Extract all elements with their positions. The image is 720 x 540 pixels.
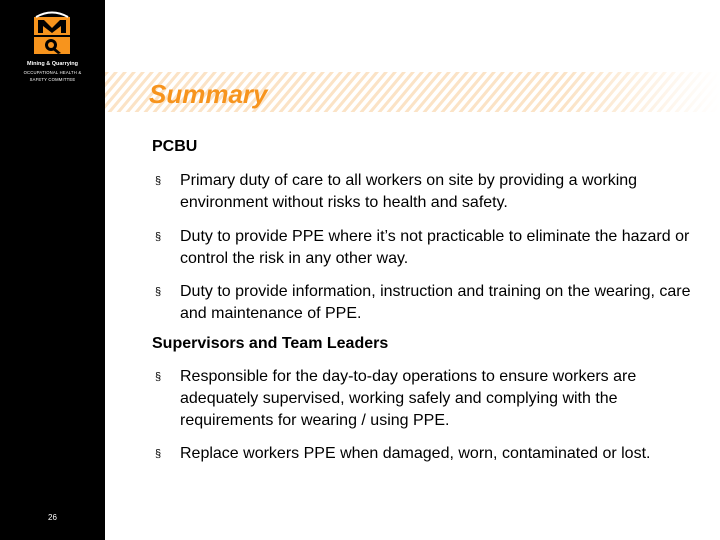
bullet-text: Duty to provide information, instruction and training on the wearing, care and maintenance of PPE.	[180, 283, 691, 322]
bullet-icon: §	[155, 286, 162, 298]
slide-title: Summary	[149, 79, 268, 109]
bullet-icon: §	[155, 371, 162, 383]
bullet-item	[155, 226, 700, 270]
bullet-text: Replace workers PPE when damaged, worn, contaminated or lost.	[180, 445, 651, 462]
mq-logo-icon	[0, 0, 105, 60]
section-heading-supervisors: Supervisors and Team Leaders	[152, 335, 389, 352]
bullet-text: Duty to provide PPE where it’s not practicable to eliminate the hazard or control the risk in any other way.	[180, 228, 690, 267]
bullet-icon: §	[155, 231, 162, 243]
bullet-icon: §	[155, 175, 162, 187]
bullet-item	[155, 443, 700, 465]
bullet-item	[155, 170, 700, 214]
bullet-item	[155, 366, 700, 432]
bullet-icon: §	[155, 448, 162, 460]
logo-subtitle-1: OCCUPATIONAL HEALTH &	[23, 70, 82, 75]
sidebar	[0, 0, 105, 540]
bullet-item	[155, 281, 700, 325]
logo-subtitle-2: SAFETY COMMITTEE	[29, 77, 76, 82]
page-number: 26	[48, 513, 57, 522]
bullet-text: Responsible for the day-to-day operations to ensure workers are adequately supervised, working safely and complying with the requirements for wearing / using PPE.	[180, 368, 637, 429]
section-heading-pcbu: PCBU	[152, 138, 198, 155]
logo-title: Mining & Quarrying	[26, 61, 79, 67]
bullet-text: Primary duty of care to all workers on site by providing a working environment without risks to health and safety.	[180, 172, 638, 211]
logo	[0, 0, 105, 100]
